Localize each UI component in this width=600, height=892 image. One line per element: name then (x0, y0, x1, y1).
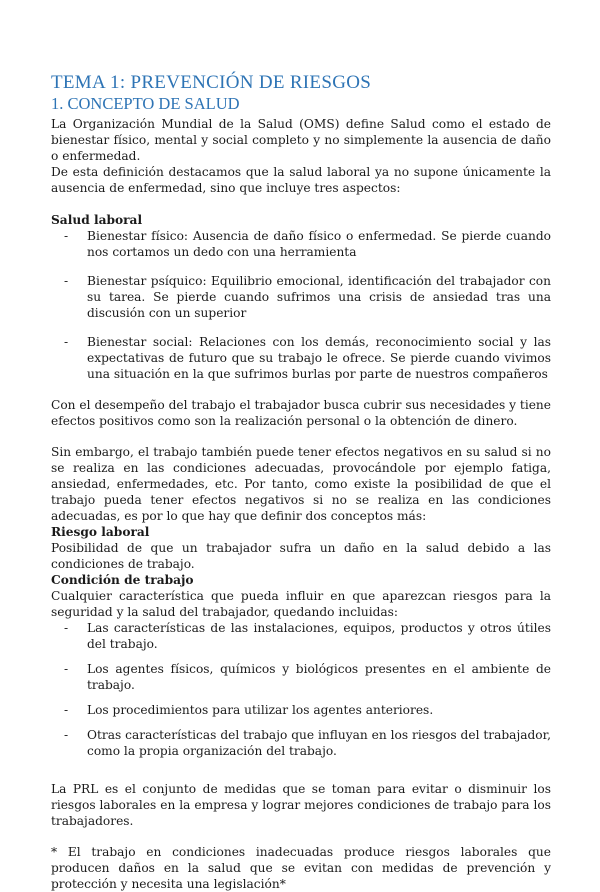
section-heading: 1. CONCEPTO DE SALUD (51, 94, 240, 113)
list-item (51, 273, 551, 321)
condicion-trabajo-list (51, 620, 551, 759)
list-item (51, 661, 551, 693)
note-paragraph: * El trabajo en condiciones inadecuadas produce riesgos laborales que producen daños en la salud que se evitan con medidas de prevención y protección y necesita una legislación* (51, 845, 551, 891)
dash-marker: - (64, 274, 69, 288)
intro-paragraph-2: De esta definición destacamos que la salud laboral ya no supone únicamente la ausencia de enfermedad, sino que incluye tres aspectos: (51, 165, 551, 195)
intro-paragraph-1: La Organización Mundial de la Salud (OMS) define Salud como el estado de bienestar físico, mental y social completo y no simplemente la ausencia de daño o enfermedad. (51, 117, 551, 163)
list-item (51, 334, 551, 382)
document-title: TEMA 1: PREVENCIÓN DE RIESGOS (51, 72, 372, 93)
list-item-text: Bienestar físico: Ausencia de daño físico o enfermedad. Se pierde cuando nos cortamos un dedo con una herramienta (87, 229, 551, 259)
list-item (51, 727, 551, 759)
condicion-trabajo-text: Cualquier característica que pueda influir en que aparezcan riesgos para la seguridad y la salud del trabajador, quedando incluidas: (51, 589, 551, 619)
dash-marker: - (64, 229, 69, 243)
list-item (51, 620, 551, 652)
list-item-text: Los procedimientos para utilizar los agentes anteriores. (87, 703, 434, 717)
list-item-text: Otras características del trabajo que influyan en los riesgos del trabajador, como la propia organización del trabajo. (87, 728, 551, 758)
dash-marker: - (64, 703, 69, 717)
list-item-text: Bienestar social: Relaciones con los demás, reconocimiento social y las expectativas de futuro que su trabajo le ofrece. Se pierde cuando vivimos una situación en la que sufrimos burlas por parte de nuestros compañeros (87, 335, 551, 381)
paragraph-sin-embargo: Sin embargo, el trabajo también puede tener efectos negativos en su salud si no se realiza en las condiciones adecuadas, provocándole por ejemplo fatiga, ansiedad, enfermedades, etc. Por tanto, como existe la posibilidad de que el trabajo pueda tener efectos negativos si no se realiza en las condiciones adecuadas, es por lo que hay que definir dos conceptos más: (51, 445, 551, 523)
list-item (51, 702, 551, 718)
salud-laboral-list (51, 228, 551, 382)
list-item-text: Los agentes físicos, químicos y biológicos presentes en el ambiente de trabajo. (87, 662, 551, 692)
salud-laboral-heading: Salud laboral (51, 213, 143, 227)
riesgo-laboral-text: Posibilidad de que un trabajador sufra un daño en la salud debido a las condiciones de trabajo. (51, 541, 551, 571)
document-page (51, 72, 551, 892)
list-item-text: Bienestar psíquico: Equilibrio emocional, identificación del trabajador con su tarea. Se pierde cuando sufrimos una crisis de ansiedad tras una discusión con un superior (87, 274, 551, 320)
condicion-trabajo-heading: Condición de trabajo (51, 573, 194, 587)
riesgo-laboral-heading: Riesgo laboral (51, 525, 150, 539)
dash-marker: - (64, 621, 69, 635)
dash-marker: - (64, 335, 69, 349)
dash-marker: - (64, 728, 69, 742)
paragraph-desempeno: Con el desempeño del trabajo el trabajador busca cubrir sus necesidades y tiene efectos positivos como son la realización personal o la obtención de dinero. (51, 398, 551, 428)
list-item-text: Las características de las instalaciones, equipos, productos y otros útiles del trabajo. (87, 621, 551, 651)
dash-marker: - (64, 662, 69, 676)
paragraph-prl: La PRL es el conjunto de medidas que se toman para evitar o disminuir los riesgos laborales en la empresa y lograr mejores condiciones de trabajo para los trabajadores. (51, 782, 551, 828)
list-item (51, 228, 551, 260)
